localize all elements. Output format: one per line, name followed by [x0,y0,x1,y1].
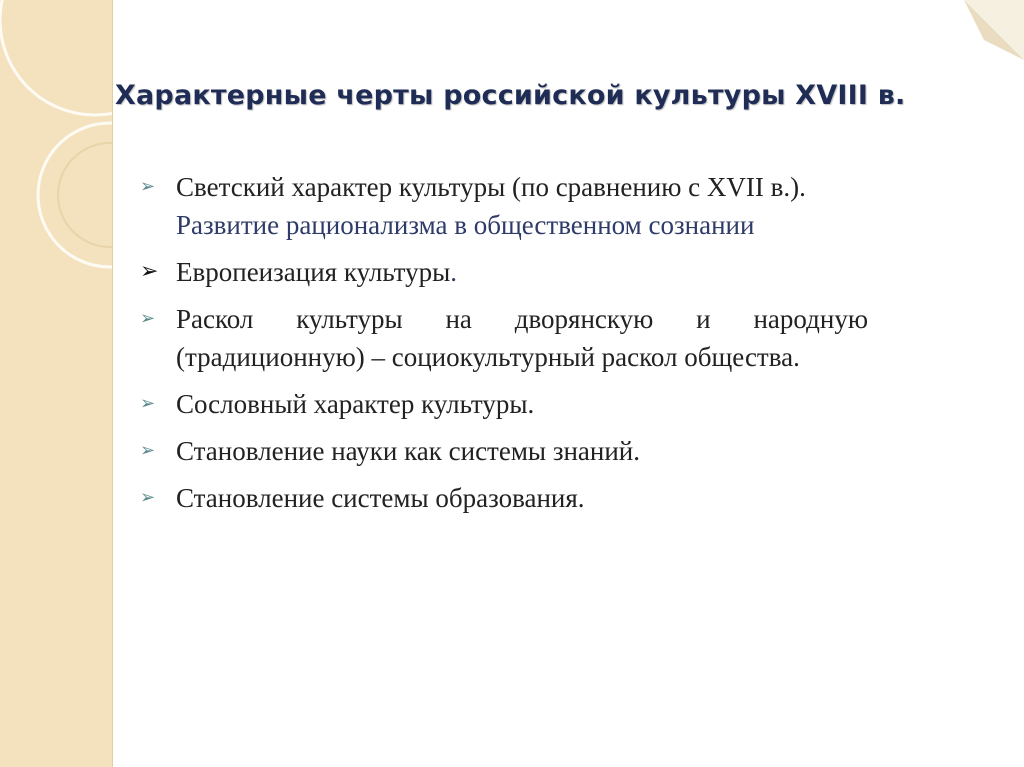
arrow-bullet-icon: ➢ [140,259,159,284]
list-item [140,479,868,517]
list-item-text: Светский характер культуры (по сравнению с XVII в.). [176,172,806,202]
list-item-text: Сословный характер культуры. [176,389,535,419]
list-item-text: Становление системы образования. [176,483,585,513]
list-item [140,300,868,376]
arrow-bullet-icon: ➢ [140,393,156,414]
list-item-highlight: Развитие рационализма в общественном сознании [176,210,755,240]
decorative-side-band [0,0,113,767]
page-title: Характерные черты российской культуры XVIII в. [115,80,906,111]
decorative-circles [0,0,112,767]
list-item [140,432,868,470]
page-curl-decoration [964,0,1024,60]
arrow-bullet-icon: ➢ [140,176,156,197]
list-item [140,168,868,244]
arrow-bullet-icon: ➢ [140,440,156,461]
list-item [140,253,868,291]
bullet-list [140,168,868,526]
list-item-text: Раскол культуры на дворянскую и народную (традиционную) – социокультурный раскол общества. [176,304,868,372]
arrow-bullet-icon: ➢ [140,308,156,329]
list-item-highlight: . [450,257,457,287]
list-item-text: Становление науки как системы знаний. [176,436,641,466]
list-item-text: Европеизация культуры [176,257,451,287]
list-item [140,385,868,423]
arrow-bullet-icon: ➢ [140,487,156,508]
